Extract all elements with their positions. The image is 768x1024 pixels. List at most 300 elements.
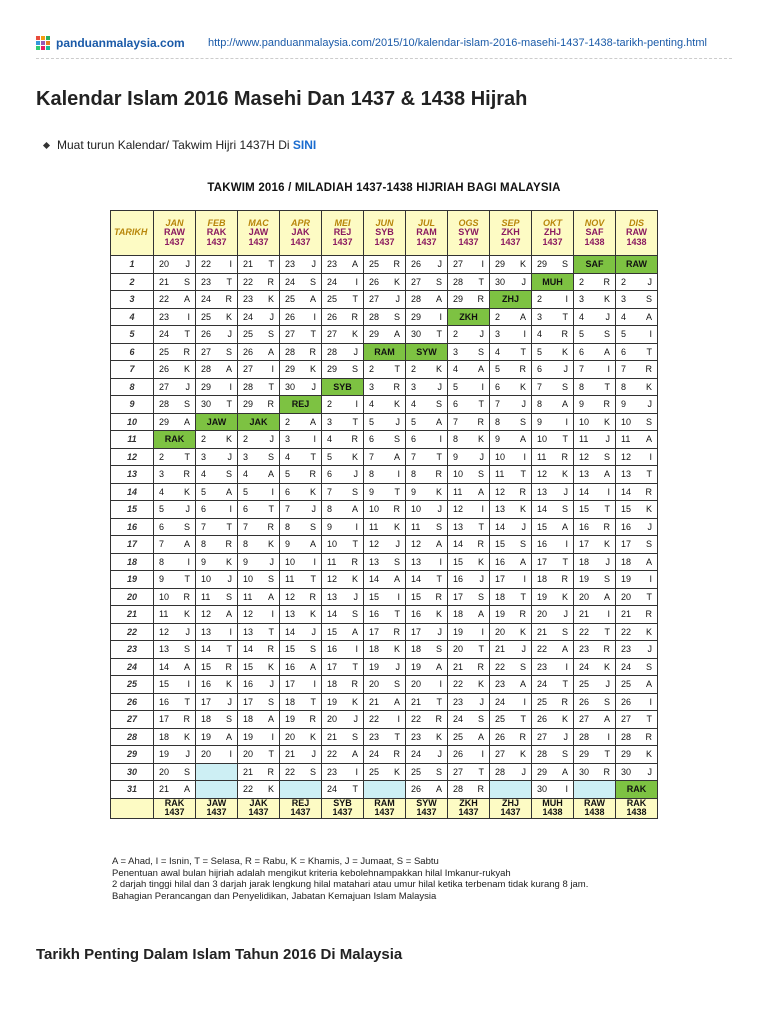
day-cell: 23 A (490, 676, 532, 694)
table-row (111, 518, 658, 536)
row-number: 20 (111, 588, 154, 606)
day-cell: 18 R (532, 571, 574, 589)
day-cell: 15 R (406, 588, 448, 606)
day-cell: 28 T (448, 273, 490, 291)
day-cell: 15 A (532, 518, 574, 536)
note-line: 2 darjah tinggi hilal dan 3 darjah jarak lengkung hilal matahari atau umur hilal ketika terbenam tidak kurang 8 jam. (112, 879, 589, 890)
day-cell: 24 T (322, 781, 364, 799)
day-cell: 25 T (490, 711, 532, 729)
day-cell: 14 S (532, 501, 574, 519)
day-cell: 19 I (616, 571, 658, 589)
day-cell: 21 J (490, 641, 532, 659)
day-cell: 18 R (322, 676, 364, 694)
day-cell: 16 T (364, 606, 406, 624)
day-cell: 28 R (280, 343, 322, 361)
footer-hijri-month: SYW 1437 (406, 798, 448, 818)
footer-hijri-month: REJ 1437 (280, 798, 322, 818)
day-cell: 27 T (280, 326, 322, 344)
day-cell: 22 I (364, 711, 406, 729)
day-cell: 8 R (406, 466, 448, 484)
day-cell: 13 T (448, 518, 490, 536)
day-cell: 12 K (532, 466, 574, 484)
day-cell: 19 J (154, 746, 196, 764)
table-row (111, 623, 658, 641)
day-cell: 21 T (238, 256, 280, 274)
day-cell: 27 J (364, 291, 406, 309)
day-cell: 26 A (406, 781, 448, 799)
day-cell: 6 S (154, 518, 196, 536)
day-cell: 4 K (154, 483, 196, 501)
day-cell: 4 R (322, 431, 364, 449)
table-notes (112, 856, 588, 902)
day-cell: 5 A (196, 483, 238, 501)
day-cell: 27 K (322, 326, 364, 344)
table-row (111, 396, 658, 414)
day-cell: 30 T (196, 396, 238, 414)
day-cell: 6 T (448, 396, 490, 414)
day-cell: 30 I (532, 781, 574, 799)
day-cell: 14 R (448, 536, 490, 554)
day-cell: 20 K (280, 728, 322, 746)
table-row (111, 466, 658, 484)
day-cell: 15 R (196, 658, 238, 676)
day-cell: 28 J (490, 763, 532, 781)
day-cell: 23 J (448, 693, 490, 711)
day-cell: 27 S (406, 273, 448, 291)
table-row (111, 501, 658, 519)
day-cell: 21 S (532, 623, 574, 641)
day-cell: 15 S (280, 641, 322, 659)
day-cell: 16 J (448, 571, 490, 589)
day-cell: 2 I (322, 396, 364, 414)
row-number: 2 (111, 273, 154, 291)
day-cell: 8 S (280, 518, 322, 536)
month-start-cell: ZHJ (490, 291, 532, 309)
day-cell: 13 K (490, 501, 532, 519)
day-cell: 11 A (616, 431, 658, 449)
day-cell: 11 S (196, 588, 238, 606)
empty-cell (490, 781, 532, 799)
month-header-apr: APR JAK 1437 (280, 211, 322, 256)
day-cell: 24 T (154, 326, 196, 344)
day-cell: 26 J (406, 256, 448, 274)
day-cell: 29 I (406, 308, 448, 326)
day-cell: 24 I (490, 693, 532, 711)
day-cell: 24 J (238, 308, 280, 326)
day-cell: 5 K (532, 343, 574, 361)
footer-hijri-month: RAW 1438 (574, 798, 616, 818)
day-cell: 14 T (406, 571, 448, 589)
day-cell: 27 J (532, 728, 574, 746)
day-cell: 26 I (616, 693, 658, 711)
day-cell: 24 S (280, 273, 322, 291)
day-cell: 18 J (574, 553, 616, 571)
day-cell: 21 S (154, 273, 196, 291)
row-number: 29 (111, 746, 154, 764)
day-cell: 2 J (448, 326, 490, 344)
day-cell: 8 K (616, 378, 658, 396)
day-cell: 9 A (490, 431, 532, 449)
day-cell: 4 A (448, 361, 490, 379)
day-cell: 14 R (238, 641, 280, 659)
day-cell: 18 T (490, 588, 532, 606)
day-cell: 13 S (364, 553, 406, 571)
day-cell: 22 A (532, 641, 574, 659)
day-cell: 16 K (196, 676, 238, 694)
day-cell: 16 A (490, 553, 532, 571)
day-cell: 24 K (574, 658, 616, 676)
footer-hijri-month: ZHJ 1437 (490, 798, 532, 818)
day-cell: 30 J (490, 273, 532, 291)
day-cell: 27 I (448, 256, 490, 274)
day-cell: 28 J (322, 343, 364, 361)
day-cell: 20 T (238, 746, 280, 764)
row-number: 17 (111, 536, 154, 554)
footer-hijri-month: RAK 1437 (154, 798, 196, 818)
day-cell: 17 J (196, 693, 238, 711)
day-cell: 8 K (448, 431, 490, 449)
day-cell: 13 I (196, 623, 238, 641)
day-cell: 11 T (280, 571, 322, 589)
table-row (111, 553, 658, 571)
row-number: 6 (111, 343, 154, 361)
day-cell: 25 K (364, 763, 406, 781)
row-number: 19 (111, 571, 154, 589)
month-start-cell: SYW (406, 343, 448, 361)
day-cell: 25 S (238, 326, 280, 344)
day-cell: 30 J (280, 378, 322, 396)
day-cell: 7 I (574, 361, 616, 379)
day-cell: 2 T (364, 361, 406, 379)
day-cell: 3 S (238, 448, 280, 466)
day-cell: 19 A (196, 728, 238, 746)
day-cell: 2 I (532, 291, 574, 309)
row-number: 31 (111, 781, 154, 799)
day-cell: 19 A (406, 658, 448, 676)
day-cell: 28 I (574, 728, 616, 746)
footer-hijri-month: RAK 1438 (616, 798, 658, 818)
day-cell: 5 K (322, 448, 364, 466)
day-cell: 12 J (364, 536, 406, 554)
day-cell: 5 A (406, 413, 448, 431)
day-cell: 29 K (616, 746, 658, 764)
table-row (111, 711, 658, 729)
day-cell: 25 T (322, 291, 364, 309)
month-header-feb: FEB RAK 1437 (196, 211, 238, 256)
day-cell: 27 K (490, 746, 532, 764)
day-cell: 18 K (154, 728, 196, 746)
day-cell: 7 J (280, 501, 322, 519)
day-cell: 22 S (280, 763, 322, 781)
day-cell: 26 K (364, 273, 406, 291)
day-cell: 15 K (238, 658, 280, 676)
day-cell: 19 R (280, 711, 322, 729)
day-cell: 13 J (322, 588, 364, 606)
day-cell: 29 A (532, 763, 574, 781)
day-cell: 25 R (154, 343, 196, 361)
day-cell: 21 T (406, 693, 448, 711)
table-row (111, 273, 658, 291)
day-cell: 28 R (448, 781, 490, 799)
row-number: 13 (111, 466, 154, 484)
table-row (111, 536, 658, 554)
day-cell: 29 A (364, 326, 406, 344)
day-cell: 2 J (238, 431, 280, 449)
table-row (111, 763, 658, 781)
day-cell: 13 I (406, 553, 448, 571)
day-cell: 21 R (448, 658, 490, 676)
row-number: 3 (111, 291, 154, 309)
day-cell: 17 S (448, 588, 490, 606)
table-row (111, 588, 658, 606)
day-cell: 17 K (574, 536, 616, 554)
takwim-table (110, 210, 658, 819)
day-cell: 13 S (154, 641, 196, 659)
day-cell: 20 I (406, 676, 448, 694)
day-cell: 20 K (490, 623, 532, 641)
day-cell: 12 J (154, 623, 196, 641)
day-cell: 2 K (406, 361, 448, 379)
day-cell: 11 A (238, 588, 280, 606)
day-cell: 16 I (322, 641, 364, 659)
day-cell: 13 T (238, 623, 280, 641)
day-cell: 30 T (406, 326, 448, 344)
site-brand[interactable] (36, 36, 185, 50)
month-header-ogs: OGS SYW 1437 (448, 211, 490, 256)
day-cell: 6 S (364, 431, 406, 449)
table-row (111, 291, 658, 309)
day-cell: 11 T (490, 466, 532, 484)
day-cell: 6 A (574, 343, 616, 361)
day-cell: 15 I (154, 676, 196, 694)
day-cell: 29 K (280, 361, 322, 379)
day-cell: 12 R (280, 588, 322, 606)
day-cell: 14 T (196, 641, 238, 659)
day-cell: 19 I (448, 623, 490, 641)
day-cell: 15 I (364, 588, 406, 606)
day-cell: 14 A (364, 571, 406, 589)
day-cell: 18 S (196, 711, 238, 729)
day-cell: 22 T (574, 623, 616, 641)
day-cell: 12 I (616, 448, 658, 466)
day-cell: 29 S (532, 256, 574, 274)
day-cell: 23 K (406, 728, 448, 746)
day-cell: 18 S (406, 641, 448, 659)
day-cell: 20 J (322, 711, 364, 729)
day-cell: 17 I (280, 676, 322, 694)
day-cell: 5 I (448, 378, 490, 396)
day-cell: 10 R (154, 588, 196, 606)
day-cell: 3 I (490, 326, 532, 344)
day-cell: 17 S (238, 693, 280, 711)
download-link[interactable]: SINI (292, 138, 317, 152)
table-row (111, 413, 658, 431)
day-cell: 20 S (154, 763, 196, 781)
day-cell: 25 A (448, 728, 490, 746)
day-cell: 7 T (406, 448, 448, 466)
day-cell: 2 A (280, 413, 322, 431)
day-cell: 6 J (322, 466, 364, 484)
day-cell: 26 I (448, 746, 490, 764)
table-row (111, 606, 658, 624)
day-cell: 14 R (616, 483, 658, 501)
day-cell: 27 T (448, 763, 490, 781)
month-header-nov: NOV SAF 1438 (574, 211, 616, 256)
day-cell: 20 T (616, 588, 658, 606)
day-cell: 19 K (532, 588, 574, 606)
day-cell: 29 K (490, 256, 532, 274)
row-number: 28 (111, 728, 154, 746)
day-cell: 9 I (532, 413, 574, 431)
day-cell: 28 S (364, 308, 406, 326)
day-cell: 20 S (364, 676, 406, 694)
day-cell: 6 K (280, 483, 322, 501)
month-start-cell: SAF (574, 256, 616, 274)
day-cell: 2 R (574, 273, 616, 291)
day-cell: 22 R (238, 273, 280, 291)
day-cell: 4 T (490, 343, 532, 361)
row-number: 15 (111, 501, 154, 519)
footer-hijri-month: MUH 1438 (532, 798, 574, 818)
month-start-cell: SYB (322, 378, 364, 396)
day-cell: 13 K (280, 606, 322, 624)
table-footer-row (111, 798, 658, 818)
row-number: 25 (111, 676, 154, 694)
row-number: 22 (111, 623, 154, 641)
day-cell: 9 T (364, 483, 406, 501)
day-cell: 10 K (574, 413, 616, 431)
day-cell: 16 J (238, 676, 280, 694)
day-cell: 21 R (238, 763, 280, 781)
day-cell: 20 J (532, 606, 574, 624)
day-cell: 10 S (238, 571, 280, 589)
day-cell: 28 A (196, 361, 238, 379)
day-cell: 11 K (154, 606, 196, 624)
day-cell: 11 S (406, 518, 448, 536)
day-cell: 26 S (574, 693, 616, 711)
day-cell: 17 J (406, 623, 448, 641)
day-cell: 27 S (196, 343, 238, 361)
table-row (111, 483, 658, 501)
day-cell: 18 K (364, 641, 406, 659)
day-cell: 28 S (532, 746, 574, 764)
table-row (111, 676, 658, 694)
day-cell: 15 K (448, 553, 490, 571)
day-cell: 23 T (364, 728, 406, 746)
day-cell: 7 S (532, 378, 574, 396)
table-row (111, 693, 658, 711)
day-cell: 12 S (574, 448, 616, 466)
day-cell: 26 K (532, 711, 574, 729)
day-cell: 27 A (574, 711, 616, 729)
day-cell: 5 I (616, 326, 658, 344)
tarikh-header: TARIKH (111, 211, 154, 256)
day-cell: 17 I (490, 571, 532, 589)
day-cell: 4 S (196, 466, 238, 484)
day-cell: 19 J (364, 658, 406, 676)
day-cell: 7 A (364, 448, 406, 466)
day-cell: 23 I (532, 658, 574, 676)
day-cell: 16 T (154, 693, 196, 711)
day-cell: 29 T (574, 746, 616, 764)
day-cell: 17 T (532, 553, 574, 571)
day-cell: 22 K (616, 623, 658, 641)
bullet-icon (43, 141, 50, 148)
day-cell: 18 A (616, 553, 658, 571)
day-cell: 17 R (364, 623, 406, 641)
day-cell: 9 I (322, 518, 364, 536)
table-row (111, 728, 658, 746)
day-cell: 5 R (280, 466, 322, 484)
table-row (111, 746, 658, 764)
month-header-jan: JAN RAW 1437 (154, 211, 196, 256)
row-number: 30 (111, 763, 154, 781)
row-number: 24 (111, 658, 154, 676)
day-cell: 21 J (280, 746, 322, 764)
day-cell: 24 R (196, 291, 238, 309)
month-header-okt: OKT ZHJ 1437 (532, 211, 574, 256)
day-cell: 9 A (280, 536, 322, 554)
day-cell: 21 R (616, 606, 658, 624)
day-cell: 24 S (448, 711, 490, 729)
day-cell: 7 R (238, 518, 280, 536)
day-cell: 3 R (364, 378, 406, 396)
day-cell: 26 A (238, 343, 280, 361)
day-cell: 12 R (490, 483, 532, 501)
footer-hijri-month: SYB 1437 (322, 798, 364, 818)
day-cell: 6 J (532, 361, 574, 379)
row-number: 27 (111, 711, 154, 729)
table-row (111, 658, 658, 676)
day-cell: 21 A (154, 781, 196, 799)
day-cell: 3 T (532, 308, 574, 326)
row-number: 10 (111, 413, 154, 431)
day-cell: 7 R (448, 413, 490, 431)
day-cell: 30 J (616, 763, 658, 781)
month-header-dis: DIS RAW 1438 (616, 211, 658, 256)
day-cell: 28 R (616, 728, 658, 746)
day-cell: 19 I (238, 728, 280, 746)
day-cell: 29 R (448, 291, 490, 309)
page-url-link[interactable]: http://www.panduanmalaysia.com/2015/10/kalendar-islam-2016-masehi-1437-1438-tarikh-penting.html (208, 37, 707, 49)
page-title: Kalendar Islam 2016 Masehi Dan 1437 & 1438 Hijrah (36, 88, 528, 110)
row-number: 16 (111, 518, 154, 536)
footer-blank (111, 798, 154, 818)
day-cell: 5 R (490, 361, 532, 379)
month-header-jul: JUL RAM 1437 (406, 211, 448, 256)
day-cell: 25 R (364, 256, 406, 274)
day-cell: 11 K (364, 518, 406, 536)
empty-cell (364, 781, 406, 799)
note-line: A = Ahad, I = Isnin, T = Selasa, R = Rabu, K = Khamis, J = Jumaat, S = Sabtu (112, 856, 439, 867)
day-cell: 11 R (532, 448, 574, 466)
download-text: Muat turun Kalendar/ Takwim Hijri 1437H Di (57, 138, 293, 152)
day-cell: 14 S (322, 606, 364, 624)
day-cell: 26 J (196, 326, 238, 344)
month-start-cell: RAW (616, 256, 658, 274)
empty-cell (574, 781, 616, 799)
table-title: TAKWIM 2016 / MILADIAH 1437-1438 HIJRIAH BAGI MALAYSIA (207, 182, 561, 194)
day-cell: 23 I (322, 763, 364, 781)
day-cell: 23 R (574, 641, 616, 659)
day-cell: 6 T (238, 501, 280, 519)
day-cell: 3 I (280, 431, 322, 449)
day-cell: 23 A (322, 256, 364, 274)
month-start-cell: RAK (616, 781, 658, 799)
day-cell: 9 K (406, 483, 448, 501)
day-cell: 11 R (322, 553, 364, 571)
day-cell: 3 J (196, 448, 238, 466)
